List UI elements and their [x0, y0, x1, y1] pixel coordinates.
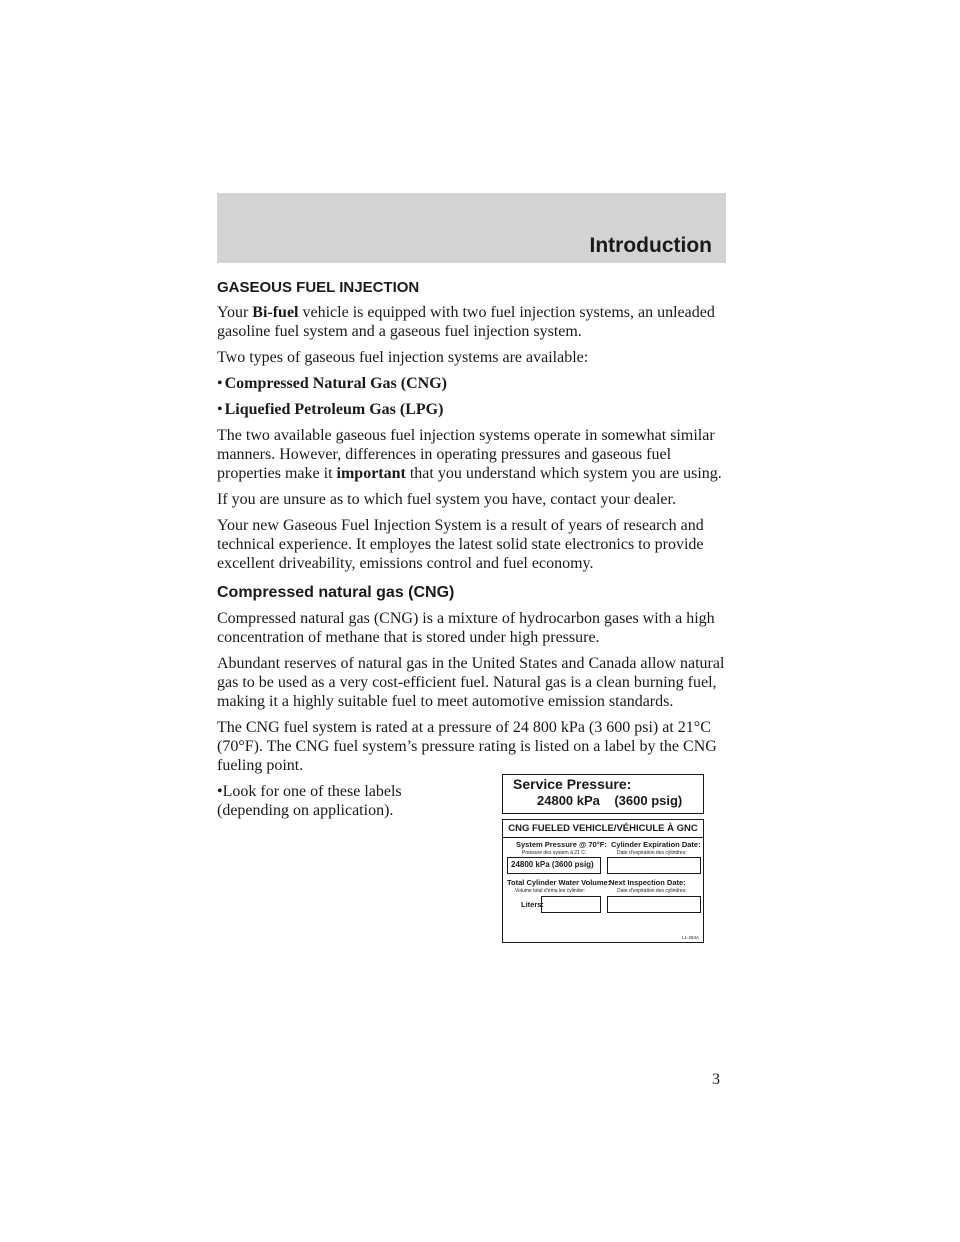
- cng-paragraph-2: Abundant reserves of natural gas in the United States and Canada allow natural gas to be used as a very cost-efficient fuel. Natural gas is a clean burning fuel, making it a highly suitable fuel to meet automotive emission standards.: [217, 655, 725, 710]
- operate-emphasis: important: [336, 465, 406, 482]
- label-code: L1-284A: [681, 935, 699, 940]
- inspection-label-fr: Date d’expiration des cylindres:: [617, 888, 687, 894]
- unsure-paragraph: If you are unsure as to which fuel system you have, contact your dealer.: [217, 491, 676, 508]
- expiration-label: Cylinder Expiration Date:: [611, 840, 701, 849]
- page-number: 3: [712, 1071, 720, 1088]
- water-volume-label: Total Cylinder Water Volume:: [507, 878, 611, 887]
- list-item: [217, 374, 727, 393]
- header-band: [217, 193, 726, 263]
- types-intro: Two types of gaseous fuel injection systems are available:: [217, 349, 589, 366]
- look-for-labels: •Look for one of these labels (depending on application).: [217, 783, 402, 819]
- liters-label: Liters:: [521, 900, 544, 909]
- system-pressure-label-fr: Pressure des system à 21 C:: [522, 850, 587, 856]
- operate-post: that you understand which system you are using.: [405, 465, 722, 482]
- intro-paragraph: [217, 303, 727, 341]
- cng-fueled-vehicle-label: [502, 819, 704, 943]
- intro-post: vehicle is equipped with two fuel injection systems, an unleaded gasoline fuel system and a gaseous fuel injection system.: [217, 304, 715, 340]
- fuel-type-list: [217, 374, 727, 419]
- intro-pre: Your: [217, 304, 253, 321]
- inspection-label: Next Inspection Date:: [609, 878, 686, 887]
- bullet-symbol: •: [217, 401, 223, 418]
- expiration-label-fr: Date d’expiration des cylindres:: [617, 850, 687, 856]
- liters-box: [541, 896, 601, 913]
- section-heading: GASEOUS FUEL INJECTION: [217, 279, 420, 296]
- expiration-date-box: [607, 857, 701, 874]
- fuel-type-cng: Compressed Natural Gas (CNG): [224, 375, 447, 392]
- water-volume-label-fr: Volume total d’ema les cylinder:: [515, 888, 586, 894]
- cng-label-divider: [503, 837, 703, 838]
- intro-emphasis: Bi-fuel: [252, 304, 299, 321]
- list-item: [217, 400, 727, 419]
- service-pressure-title: Service Pressure:: [513, 776, 632, 792]
- system-pressure-label: System Pressure @ 70°F:: [516, 840, 607, 849]
- service-pressure-value: 24800 kPa (3600 psig): [537, 793, 683, 808]
- pressure-value: 24800 kPa (3600 psig): [511, 860, 594, 869]
- fuel-type-lpg: Liquefied Petroleum Gas (LPG): [224, 401, 444, 418]
- inspection-date-box: [607, 896, 701, 913]
- cng-labels-figure: [502, 774, 704, 943]
- service-pressure-label: [502, 774, 704, 814]
- header-title: Introduction: [589, 234, 712, 257]
- cng-label-title: CNG FUELED VEHICLE/VÉHICULE À GNC: [508, 823, 698, 834]
- operate-pre: The two available gaseous fuel injection systems operate in somewhat similar manners. However, differences in operating pressures and gaseous fuel properties make it: [217, 427, 715, 482]
- cng-paragraph-1: Compressed natural gas (CNG) is a mixture of hydrocarbon gases with a high concentration of methane that is stored under high pressure.: [217, 610, 715, 646]
- bullet-symbol: •: [217, 375, 223, 392]
- operate-paragraph: [217, 426, 727, 483]
- new-system-paragraph: Your new Gaseous Fuel Injection System is a result of years of research and technical experience. It employes the latest solid state electronics to provide excellent driveability, emissions control and fuel economy.: [217, 517, 704, 572]
- cng-paragraph-3: The CNG fuel system is rated at a pressure of 24 800 kPa (3 600 psi) at 21°C (70°F). The CNG fuel system’s pressure rating is listed on a label by the CNG fueling point.: [217, 719, 717, 774]
- cng-heading: Compressed natural gas (CNG): [217, 584, 455, 601]
- page-content: [217, 278, 727, 827]
